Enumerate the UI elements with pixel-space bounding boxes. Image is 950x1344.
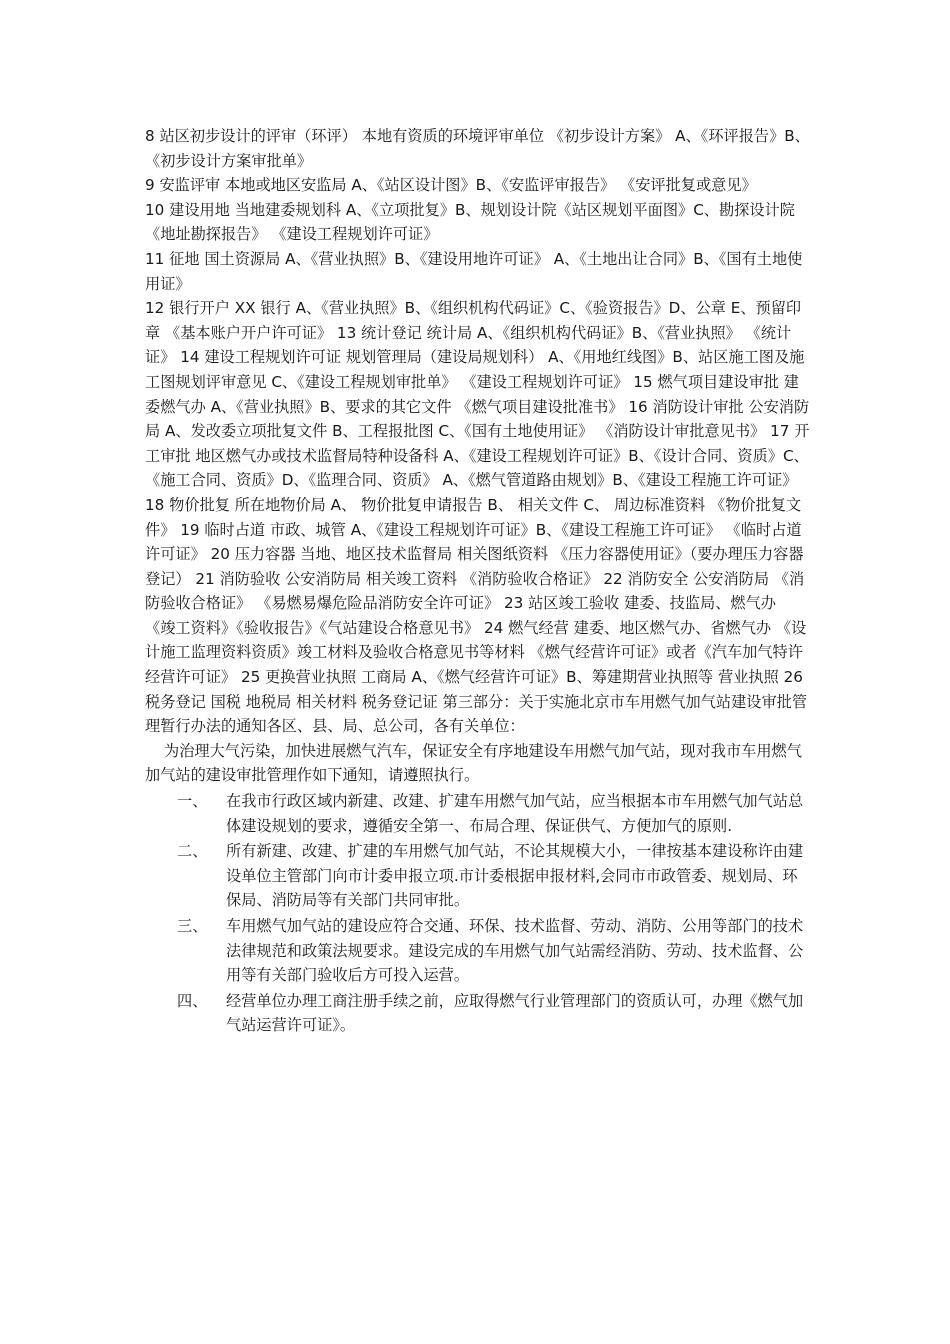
list-item-text: 车用燃气加气站的建设应符合交通、环保、技术监督、劳动、消防、公用等部门的技术法律规范和政策法规要求。建设完成的车用燃气加气站需经消防、劳动、技术监督、公用等有关部门验收后方可投入运营。 bbox=[226, 917, 804, 985]
notice-list bbox=[145, 789, 810, 1038]
paragraph-item-10: 10 建设用地 当地建委规划科 A、《立项批复》B、规划设计院《站区规划平面图》C、勘探设计院《地址勘探报告》 《建设工程规划许可证》 bbox=[145, 200, 795, 244]
paragraph-items-12-17: 12 银行开户 XX 银行 A、《营业执照》B、《组织机构代码证》C、《验资报告》D、公章 E、预留印章 《基本账户开户许可证》 13 统计登记 统计局 A、《组织机构代码证》B、《营业执照》 《统计证》 14 建设工程规划许可证 规划管理局（建设局规划科） A、《用地红线图》B、站区施工图及施工图规划评审意见 C、《建设工程规划审批单》 《建设工程规划许可证》 15 燃气项目建设审批 建委燃气办 A、《营业执照》B、要求的其它文件 《燃气项目建设批准书》 16 消防设计审批 公安消防局 A、发改委立项批复文件 B、工程报批图 C、《国有土地使用证》 《消防设计审批意见书》 17 开工审批 地区燃气办或技术监督局特种设备科 A、《建设工程规划许可证》B、《设计合同、资质》C、《施工合同、资质》D、《监理合同、资质》 A、《燃气管道路由规划》B、《建设工程施工许可证》 bbox=[145, 299, 810, 490]
list-item-text: 在我市行政区域内新建、改建、扩建车用燃气加气站，应当根据本市车用燃气加气站总体建设规划的要求，遵循安全第一、布局合理、保证供气、方便加气的原则. bbox=[226, 792, 804, 835]
paragraph-item-11: 11 征地 国土资源局 A、《营业执照》B、《建设用地许可证》 A、《土地出让合同》B、《国有土地使用证》 bbox=[145, 249, 803, 293]
paragraph-items-18-26: 18 物价批复 所在地物价局 A、 物价批复申请报告 B、 相关文件 C、 周边标准资料 《物价批复文件》 19 临时占道 市政、城管 A、《建设工程规划许可证》B、《建设工程施工许可证》 《临时占道许可证》 20 压力容器 当地、地区技术监督局 相关图纸资料 《压力容器使用证》（要办理压力容器登记） 21 消防验收 公安消防局 相关竣工资料 《消防验收合格证》 22 消防安全 公安消防局 《消防验收合格证》 《易燃易爆危险品消防安全许可证》 23 站区竣工验收 建委、技监局、燃气办 《竣工资料》《验收报告》《气站建设合格意见书》 24 燃气经营 建委、地区燃气办、省燃气办 《设计施工监理资料资质》竣工材料及验收合格意见书等材料 《燃气经营许可证》或者《汽车加气特许经营许可证》 25 更换营业执照 工商局 A、《燃气经营许可证》B、筹建期营业执照等 营业执照 26 税务登记 国税 地税局 相关材料 税务登记证 第三部分：关于实施北京市车用燃气加气站建设审批管理暂行办法的通知各区、县、局、总公司，各有关单位： bbox=[145, 495, 808, 736]
list-item bbox=[145, 839, 810, 913]
list-marker: 四、 bbox=[177, 991, 208, 1010]
document-body bbox=[145, 124, 810, 1038]
list-marker: 二、 bbox=[177, 842, 208, 861]
paragraph-item-9: 9 安监评审 本地或地区安监局 A、《站区设计图》B、《安监评审报告》 《安评批复或意见》 bbox=[145, 176, 757, 195]
list-item bbox=[145, 789, 810, 838]
list-item bbox=[145, 989, 810, 1038]
list-marker: 三、 bbox=[177, 917, 208, 935]
paragraph-item-8: 8 站区初步设计的评审（环评） 本地有资质的环境评审单位 《初步设计方案》 A、《环评报告》B、《初步设计方案审批单》 bbox=[145, 127, 810, 170]
list-marker: 一、 bbox=[177, 792, 208, 811]
list-item-text: 经营单位办理工商注册手续之前，应取得燃气行业管理部门的资质认可，办理《燃气加气站运营许可证》。 bbox=[226, 991, 804, 1035]
list-item-text: 所有新建、改建、扩建的车用燃气加气站，不论其规模大小，一律按基本建设称许由建设单位主管部门向市计委申报立项.市计委根据申报材料,会同市市政管委、规划局、环保局、消防局等有关部门共同审批。 bbox=[226, 842, 804, 910]
list-item bbox=[145, 914, 810, 988]
notice-intro: 为治理大气污染，加快进展燃气汽车，保证安全有序地建设车用燃气加气站，现对我市车用燃气加气站的建设审批管理作如下通知，请遵照执行。 bbox=[145, 741, 802, 785]
